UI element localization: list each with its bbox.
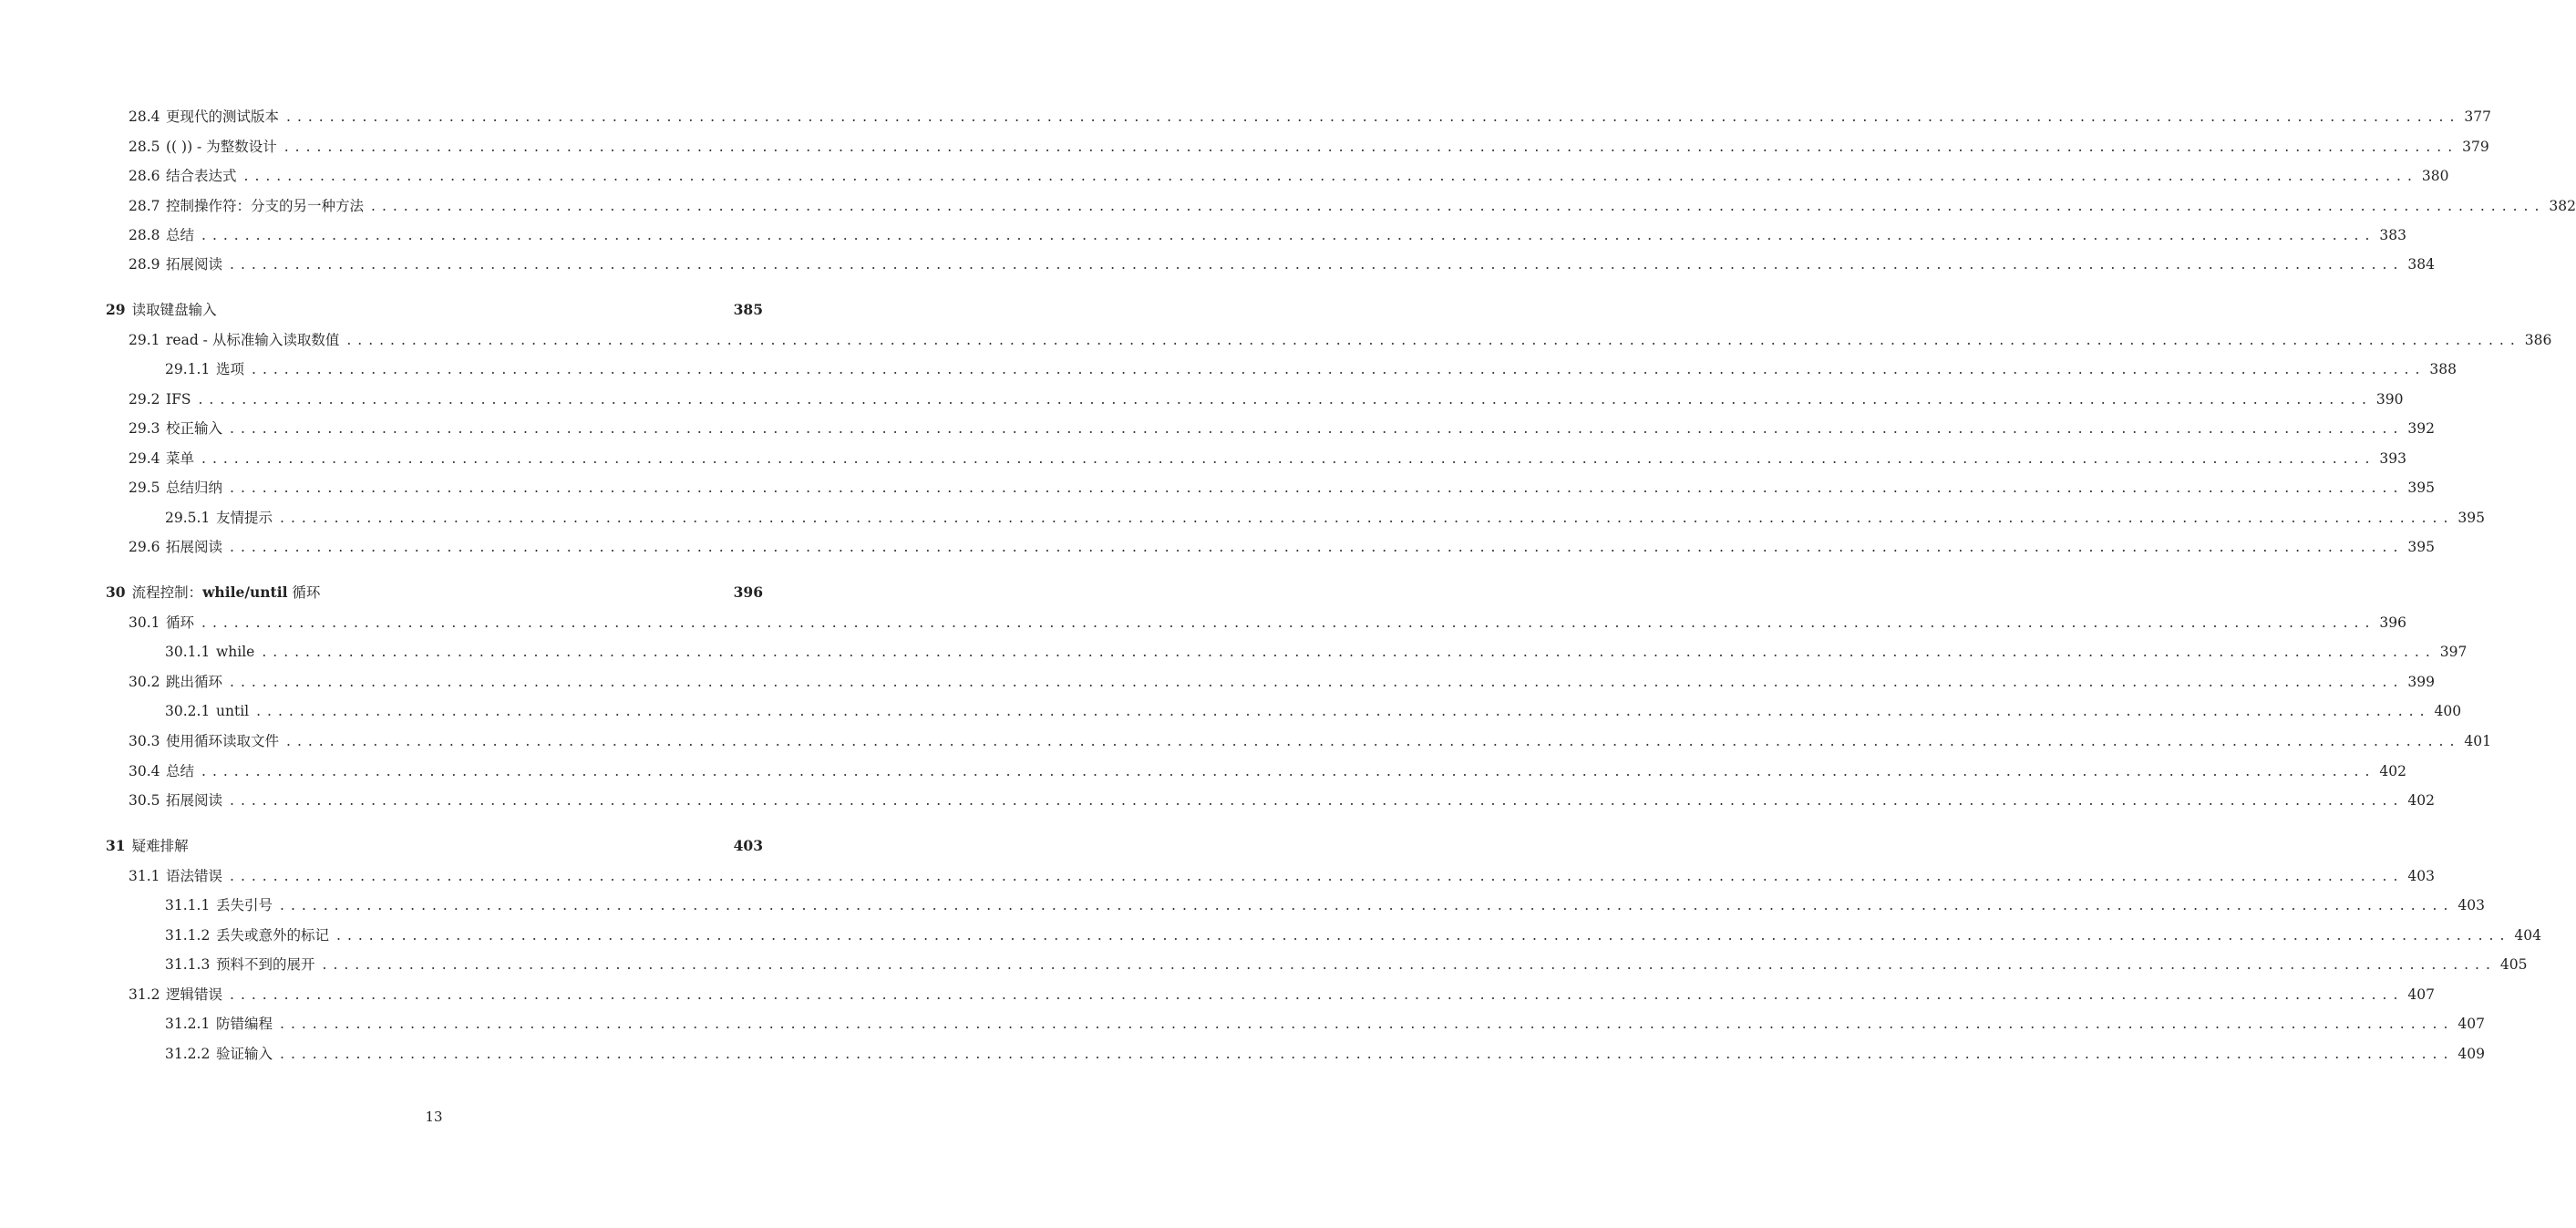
toc-entry-page: 404 <box>2514 927 2542 944</box>
dot-leader: ........................................................................................................................................................................................................ <box>280 1046 2455 1062</box>
toc-entry-title: 读取键盘输入 <box>131 302 217 318</box>
toc-entry-number: 31.2.2 <box>165 1046 211 1062</box>
toc-section-entry[interactable] <box>129 329 2552 351</box>
dot-leader: ........................................................................................................................................................................................................ <box>371 198 2546 214</box>
toc-entry-page: 405 <box>2499 956 2528 973</box>
toc-entry-page: 400 <box>2434 703 2462 719</box>
toc-entry-title: 总结归纳 <box>166 480 223 496</box>
toc-entry-number: 31.2 <box>129 986 160 1003</box>
toc-entry-number: 29.1.1 <box>165 361 211 377</box>
toc-entry-page: 396 <box>733 583 763 601</box>
toc-chapter-entry[interactable] <box>106 582 763 604</box>
dot-leader: ........................................................................................................................................................................................................ <box>201 614 2376 631</box>
toc-entry-page: 407 <box>2458 1016 2486 1032</box>
dot-leader: ........................................................................................................................................................................................................ <box>346 332 2521 348</box>
toc-entry-title <box>132 582 321 604</box>
toc-section-entry[interactable] <box>129 865 2436 887</box>
toc-section-entry[interactable] <box>129 448 2407 470</box>
toc-section-entry[interactable] <box>129 789 2436 811</box>
dot-leader: ........................................................................................................................................................................................................ <box>252 361 2427 377</box>
dot-leader: ........................................................................................................................................................................................................ <box>198 391 2373 408</box>
toc-entry-title: 校正输入 <box>166 420 223 437</box>
toc-entry-number: 30.2 <box>129 674 160 690</box>
toc-entry-page: 395 <box>2407 480 2436 496</box>
toc-entry-number: 30.2.1 <box>165 703 211 719</box>
toc-entry-page: 382 <box>2549 198 2576 214</box>
toc-subsection-entry[interactable] <box>165 894 2486 916</box>
toc-entry-page: 392 <box>2407 420 2436 437</box>
toc-section-entry[interactable] <box>129 165 2449 187</box>
toc-section-entry[interactable] <box>129 136 2489 158</box>
toc-entry-title: 语法错误 <box>166 868 223 884</box>
toc-subsection-entry[interactable] <box>165 358 2458 380</box>
toc-subsection-entry[interactable] <box>165 954 2528 975</box>
dot-leader: ........................................................................................................................................................................................................ <box>201 763 2376 779</box>
dot-leader: ........................................................................................................................................................................................................ <box>230 480 2405 496</box>
dot-leader: ........................................................................................................................................................................................................ <box>262 644 2437 660</box>
toc-entry-number: 28.7 <box>129 198 160 214</box>
dot-leader: ........................................................................................................................................................................................................ <box>283 139 2459 155</box>
toc-entry-title: 使用循环读取文件 <box>166 733 280 749</box>
toc-section-entry[interactable] <box>129 388 2404 410</box>
toc-entry-page: 390 <box>2375 391 2404 408</box>
toc-entry-number: 31.1.3 <box>165 956 211 973</box>
toc-entry-number: 29.5 <box>129 480 160 496</box>
toc-subsection-entry[interactable] <box>165 507 2486 529</box>
toc-entry-title: IFS <box>166 391 191 408</box>
toc-section-entry[interactable] <box>129 224 2407 246</box>
dot-leader: ........................................................................................................................................................................................................ <box>280 897 2455 913</box>
toc-entry-number: 30.1.1 <box>165 644 211 660</box>
toc-entry-number: 29.3 <box>129 420 160 437</box>
toc-entry-title: 预料不到的展开 <box>216 956 315 973</box>
dot-leader: ........................................................................................................................................................................................................ <box>286 108 2461 125</box>
dot-leader: ........................................................................................................................................................................................................ <box>230 539 2405 555</box>
toc-section-entry[interactable] <box>129 730 2492 752</box>
toc-entry-title: 菜单 <box>166 450 195 467</box>
toc-section-entry[interactable] <box>129 195 2576 217</box>
dot-leader: ........................................................................................................................................................................................................ <box>322 956 2497 973</box>
toc-entry-page: 384 <box>2407 256 2436 273</box>
toc-entry-number: 30.4 <box>129 763 160 779</box>
toc-entry-page: 396 <box>2379 614 2407 631</box>
toc-entry-title: while <box>216 644 255 660</box>
toc-entry-page: 377 <box>2464 108 2492 125</box>
toc-entry-page: 401 <box>2464 733 2492 749</box>
toc-entry-page: 395 <box>2407 539 2436 555</box>
toc-entry-number: 30.1 <box>129 614 160 631</box>
toc-entry-page: 403 <box>733 837 763 854</box>
toc-entry-title: 循环 <box>166 614 195 631</box>
toc-entry-title: 结合表达式 <box>166 168 237 184</box>
toc-entry-number: 28.8 <box>129 227 160 243</box>
toc-entry-title: 拓展阅读 <box>166 792 223 809</box>
dot-leader: ........................................................................................................................................................................................................ <box>280 510 2455 526</box>
toc-entry-title: 逻辑错误 <box>166 986 223 1003</box>
dot-leader: ........................................................................................................................................................................................................ <box>286 733 2461 749</box>
toc-entry-title-keyword: while/until <box>202 583 288 601</box>
toc-entry-number: 28.4 <box>129 108 160 125</box>
dot-leader: ........................................................................................................................................................................................................ <box>230 674 2405 690</box>
toc-section-entry[interactable] <box>129 253 2436 275</box>
toc-entry-title: 防错编程 <box>216 1016 273 1032</box>
toc-entry-number: 30 <box>106 583 126 601</box>
dot-leader: ........................................................................................................................................................................................................ <box>230 986 2405 1003</box>
toc-entry-number: 31 <box>106 837 126 854</box>
toc-entry-title: 丢失引号 <box>216 897 273 913</box>
toc-subsection-entry[interactable] <box>165 924 2542 946</box>
toc-entry-page: 380 <box>2421 168 2449 184</box>
toc-entry-page: 402 <box>2379 763 2407 779</box>
dot-leader: ........................................................................................................................................................................................................ <box>230 420 2405 437</box>
toc-entry-number: 29.4 <box>129 450 160 467</box>
toc-entry-number: 29.1 <box>129 332 160 348</box>
toc-entry-title: 更现代的测试版本 <box>166 108 280 125</box>
dot-leader: ........................................................................................................................................................................................................ <box>336 927 2511 944</box>
toc-entry-number: 28.6 <box>129 168 160 184</box>
toc-entry-page: 379 <box>2462 139 2489 155</box>
dot-leader: ........................................................................................................................................................................................................ <box>201 450 2376 467</box>
toc-entry-number: 29.6 <box>129 539 160 555</box>
toc-section-entry[interactable] <box>129 477 2436 499</box>
dot-leader: ........................................................................................................................................................................................................ <box>230 868 2405 884</box>
toc-section-entry[interactable] <box>129 418 2436 439</box>
toc-entry-title: until <box>216 703 250 719</box>
toc-section-entry[interactable] <box>129 612 2407 634</box>
toc-entry-number: 31.1.2 <box>165 927 211 944</box>
toc-subsection-entry[interactable] <box>165 1013 2486 1035</box>
toc-entry-title: 跳出循环 <box>166 674 223 690</box>
toc-chapter-entry[interactable] <box>106 299 763 321</box>
toc-entry-title: 验证输入 <box>216 1046 273 1062</box>
toc-entry-number: 31.1.1 <box>165 897 211 913</box>
toc-entry-number: 29.5.1 <box>165 510 211 526</box>
toc-entry-page: 385 <box>733 301 763 318</box>
toc-section-entry[interactable] <box>129 671 2436 693</box>
toc-entry-number: 29 <box>106 301 126 318</box>
toc-entry-page: 393 <box>2379 450 2407 467</box>
toc-section-entry[interactable] <box>129 536 2436 558</box>
toc-entry-number: 28.5 <box>129 139 160 155</box>
toc-entry-number: 28.9 <box>129 256 160 273</box>
dot-leader: ........................................................................................................................................................................................................ <box>230 792 2405 809</box>
toc-subsection-entry[interactable] <box>165 1043 2486 1065</box>
toc-entry-title: 选项 <box>216 361 245 377</box>
dot-leader: ........................................................................................................................................................................................................ <box>243 168 2418 184</box>
toc-entry-title: (( )) - 为整数设计 <box>166 139 277 155</box>
dot-leader: ........................................................................................................................................................................................................ <box>230 256 2405 273</box>
toc-entry-number: 30.5 <box>129 792 160 809</box>
toc-entry-title: 丢失或意外的标记 <box>216 927 330 944</box>
page-number: 13 <box>425 1109 443 1125</box>
toc-entry-title: 拓展阅读 <box>166 256 223 273</box>
dot-leader: ........................................................................................................................................................................................................ <box>256 703 2431 719</box>
toc-entry-page: 386 <box>2524 332 2552 348</box>
toc-entry-title: 疑难排解 <box>131 838 189 854</box>
toc-section-entry[interactable] <box>129 984 2436 1006</box>
toc-entry-page: 403 <box>2458 897 2486 913</box>
toc-entry-number: 29.2 <box>129 391 160 408</box>
toc-entry-number: 31.1 <box>129 868 160 884</box>
toc-entry-page: 403 <box>2407 868 2436 884</box>
toc-entry-title: 控制操作符：分支的另一种方法 <box>166 198 365 214</box>
toc-subsection-entry[interactable] <box>165 700 2462 722</box>
toc-entry-title: 友情提示 <box>216 510 273 526</box>
toc-entry-page: 397 <box>2439 644 2468 660</box>
toc-entry-page: 407 <box>2407 986 2436 1003</box>
toc-entry-title-prefix: 流程控制： <box>131 584 203 601</box>
toc-entry-number: 31.2.1 <box>165 1016 211 1032</box>
toc-entry-title-suffix: 循环 <box>287 584 321 601</box>
toc-entry-title: read - 从标准输入读取数值 <box>166 332 340 348</box>
toc-entry-title: 总结 <box>166 763 195 779</box>
toc-section-entry[interactable] <box>129 106 2492 128</box>
toc-entry-title: 总结 <box>166 227 195 243</box>
dot-leader: ........................................................................................................................................................................................................ <box>201 227 2376 243</box>
dot-leader: ........................................................................................................................................................................................................ <box>280 1016 2455 1032</box>
toc-entry-page: 395 <box>2458 510 2486 526</box>
toc-entry-number: 30.3 <box>129 733 160 749</box>
toc-chapter-entry[interactable] <box>106 835 763 857</box>
toc-subsection-entry[interactable] <box>165 641 2468 663</box>
toc-entry-page: 402 <box>2407 792 2436 809</box>
toc-entry-page: 409 <box>2458 1046 2486 1062</box>
toc-entry-page: 399 <box>2407 674 2436 690</box>
toc-entry-page: 383 <box>2379 227 2407 243</box>
toc-entry-title: 拓展阅读 <box>166 539 223 555</box>
toc-section-entry[interactable] <box>129 760 2407 782</box>
toc-entry-page: 388 <box>2429 361 2458 377</box>
